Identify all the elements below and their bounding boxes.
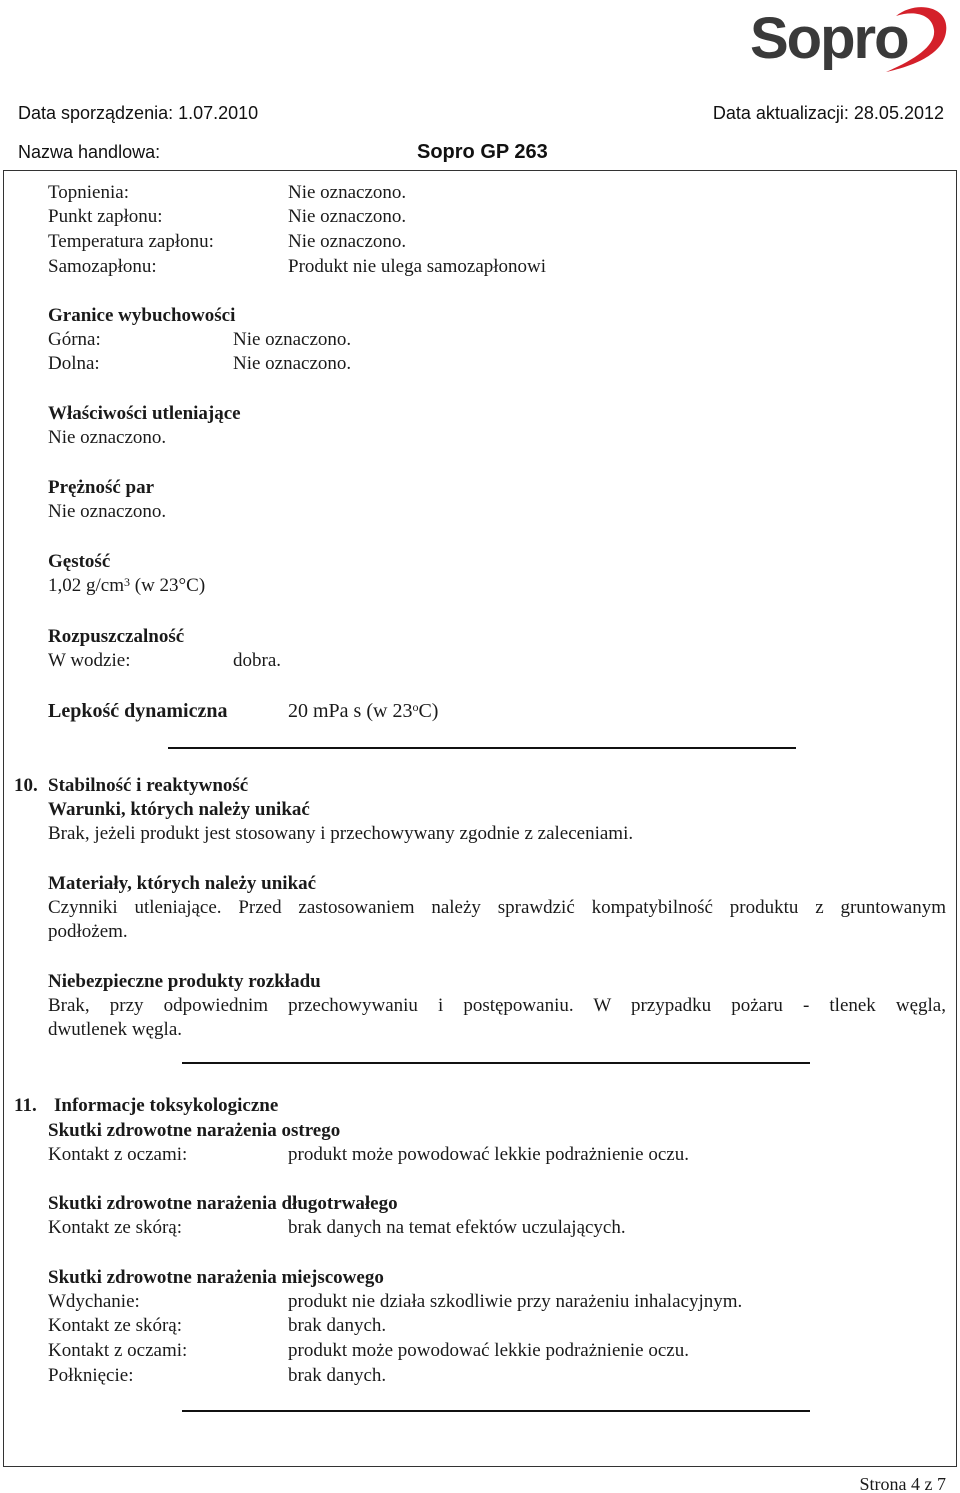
chronic-heading: Skutki zdrowotne narażenia długotrwałego [48,1193,398,1214]
decomposition-line: Brak, przy odpowiednim przechowywaniu i postępowaniu. W przypadku pożaru - tlenek węgla, [48,995,946,1016]
local-heading: Skutki zdrowotne narażenia miejscowego [48,1267,384,1288]
explosion-lower-label: Dolna: [48,353,100,374]
solubility-heading: Rozpuszczalność [48,626,185,647]
property-value: Produkt nie ulega samozapłonowi [288,256,547,277]
avoid-materials-line: Czynniki utleniające. Przed zastosowaniem należy sprawdzić kompatybilność produktu z gruntowanym [48,897,946,918]
decomposition-heading: Niebezpieczne produkty rozkładu [48,971,321,992]
explosion-upper-value: Nie oznaczono. [233,329,352,350]
viscosity-heading: Lepkość dynamiczna [48,700,228,722]
local-label: Kontakt z oczami: [48,1340,188,1361]
vapor-heading: Prężność par [48,477,155,498]
section-11-number: 11. [14,1095,37,1116]
density-value: 1,02 $g/cm^3$ (w 23°C) [48,575,206,596]
oxidizing-heading: Właściwości utleniające [48,403,241,424]
property-value: Nie oznaczono. [288,182,407,203]
vapor-value: Nie oznaczono. [48,501,167,522]
section-divider [182,1062,810,1064]
date-created: Data sporządzenia: 1.07.2010 [18,103,259,123]
section-divider [168,747,796,749]
property-value: Nie oznaczono. [288,231,407,252]
section-11-title: Informacje toksykologiczne [54,1095,279,1116]
section-divider [182,1410,810,1412]
property-label: Punkt zapłonu: [48,206,163,227]
local-label: Wdychanie: [48,1291,140,1312]
property-value: Nie oznaczono. [288,206,407,227]
avoid-materials-heading: Materiały, których należy unikać [48,873,317,894]
property-label: Temperatura zapłonu: [48,231,214,252]
solubility-value: dobra. [233,650,282,671]
logo-text: Sopro [750,6,908,71]
trade-name-label: Nazwa handlowa: [18,142,161,162]
page-number: Strona 4 z 7 [859,1474,946,1493]
section-10-title: Stabilność i reaktywność [48,775,249,796]
viscosity-value: 20 mPa s (w 23$^o$C) [288,700,439,722]
property-label: Topnienia: [48,182,129,203]
acute-heading: Skutki zdrowotne narażenia ostrego [48,1120,341,1141]
local-value: brak danych. [288,1315,387,1336]
local-label: Kontakt ze skórą: [48,1315,183,1336]
density-heading: Gęstość [48,551,111,572]
sopro-logo [746,2,950,78]
explosion-upper-label: Górna: [48,329,101,350]
avoid-conditions-heading: Warunki, których należy unikać [48,799,310,820]
decomposition-line: dwutlenek węgla. [48,1019,183,1040]
oxidizing-value: Nie oznaczono. [48,427,167,448]
date-updated: Data aktualizacji: 28.05.2012 [712,103,944,123]
chronic-value: brak danych na temat efektów uczulających. [288,1217,626,1238]
explosion-lower-value: Nie oznaczono. [233,353,352,374]
section-10-number: 10. [14,775,38,796]
avoid-conditions-text: Brak, jeżeli produkt jest stosowany i przechowywany zgodnie z zaleceniami. [48,823,634,844]
trade-name-value: Sopro GP 263 [417,141,548,163]
acute-value: produkt może powodować lekkie podrażnienie oczu. [288,1144,689,1165]
property-label: Samozapłonu: [48,256,157,277]
solubility-label: W wodzie: [48,650,131,671]
avoid-materials-line: podłożem. [48,921,128,942]
explosion-heading: Granice wybuchowości [48,305,236,326]
acute-label: Kontakt z oczami: [48,1144,188,1165]
local-label: Połknięcie: [48,1365,134,1386]
local-value: produkt może powodować lekkie podrażnienie oczu. [288,1340,689,1361]
local-value: produkt nie działa szkodliwie przy narażeniu inhalacyjnym. [288,1291,743,1312]
local-value: brak danych. [288,1365,387,1386]
chronic-label: Kontakt ze skórą: [48,1217,183,1238]
